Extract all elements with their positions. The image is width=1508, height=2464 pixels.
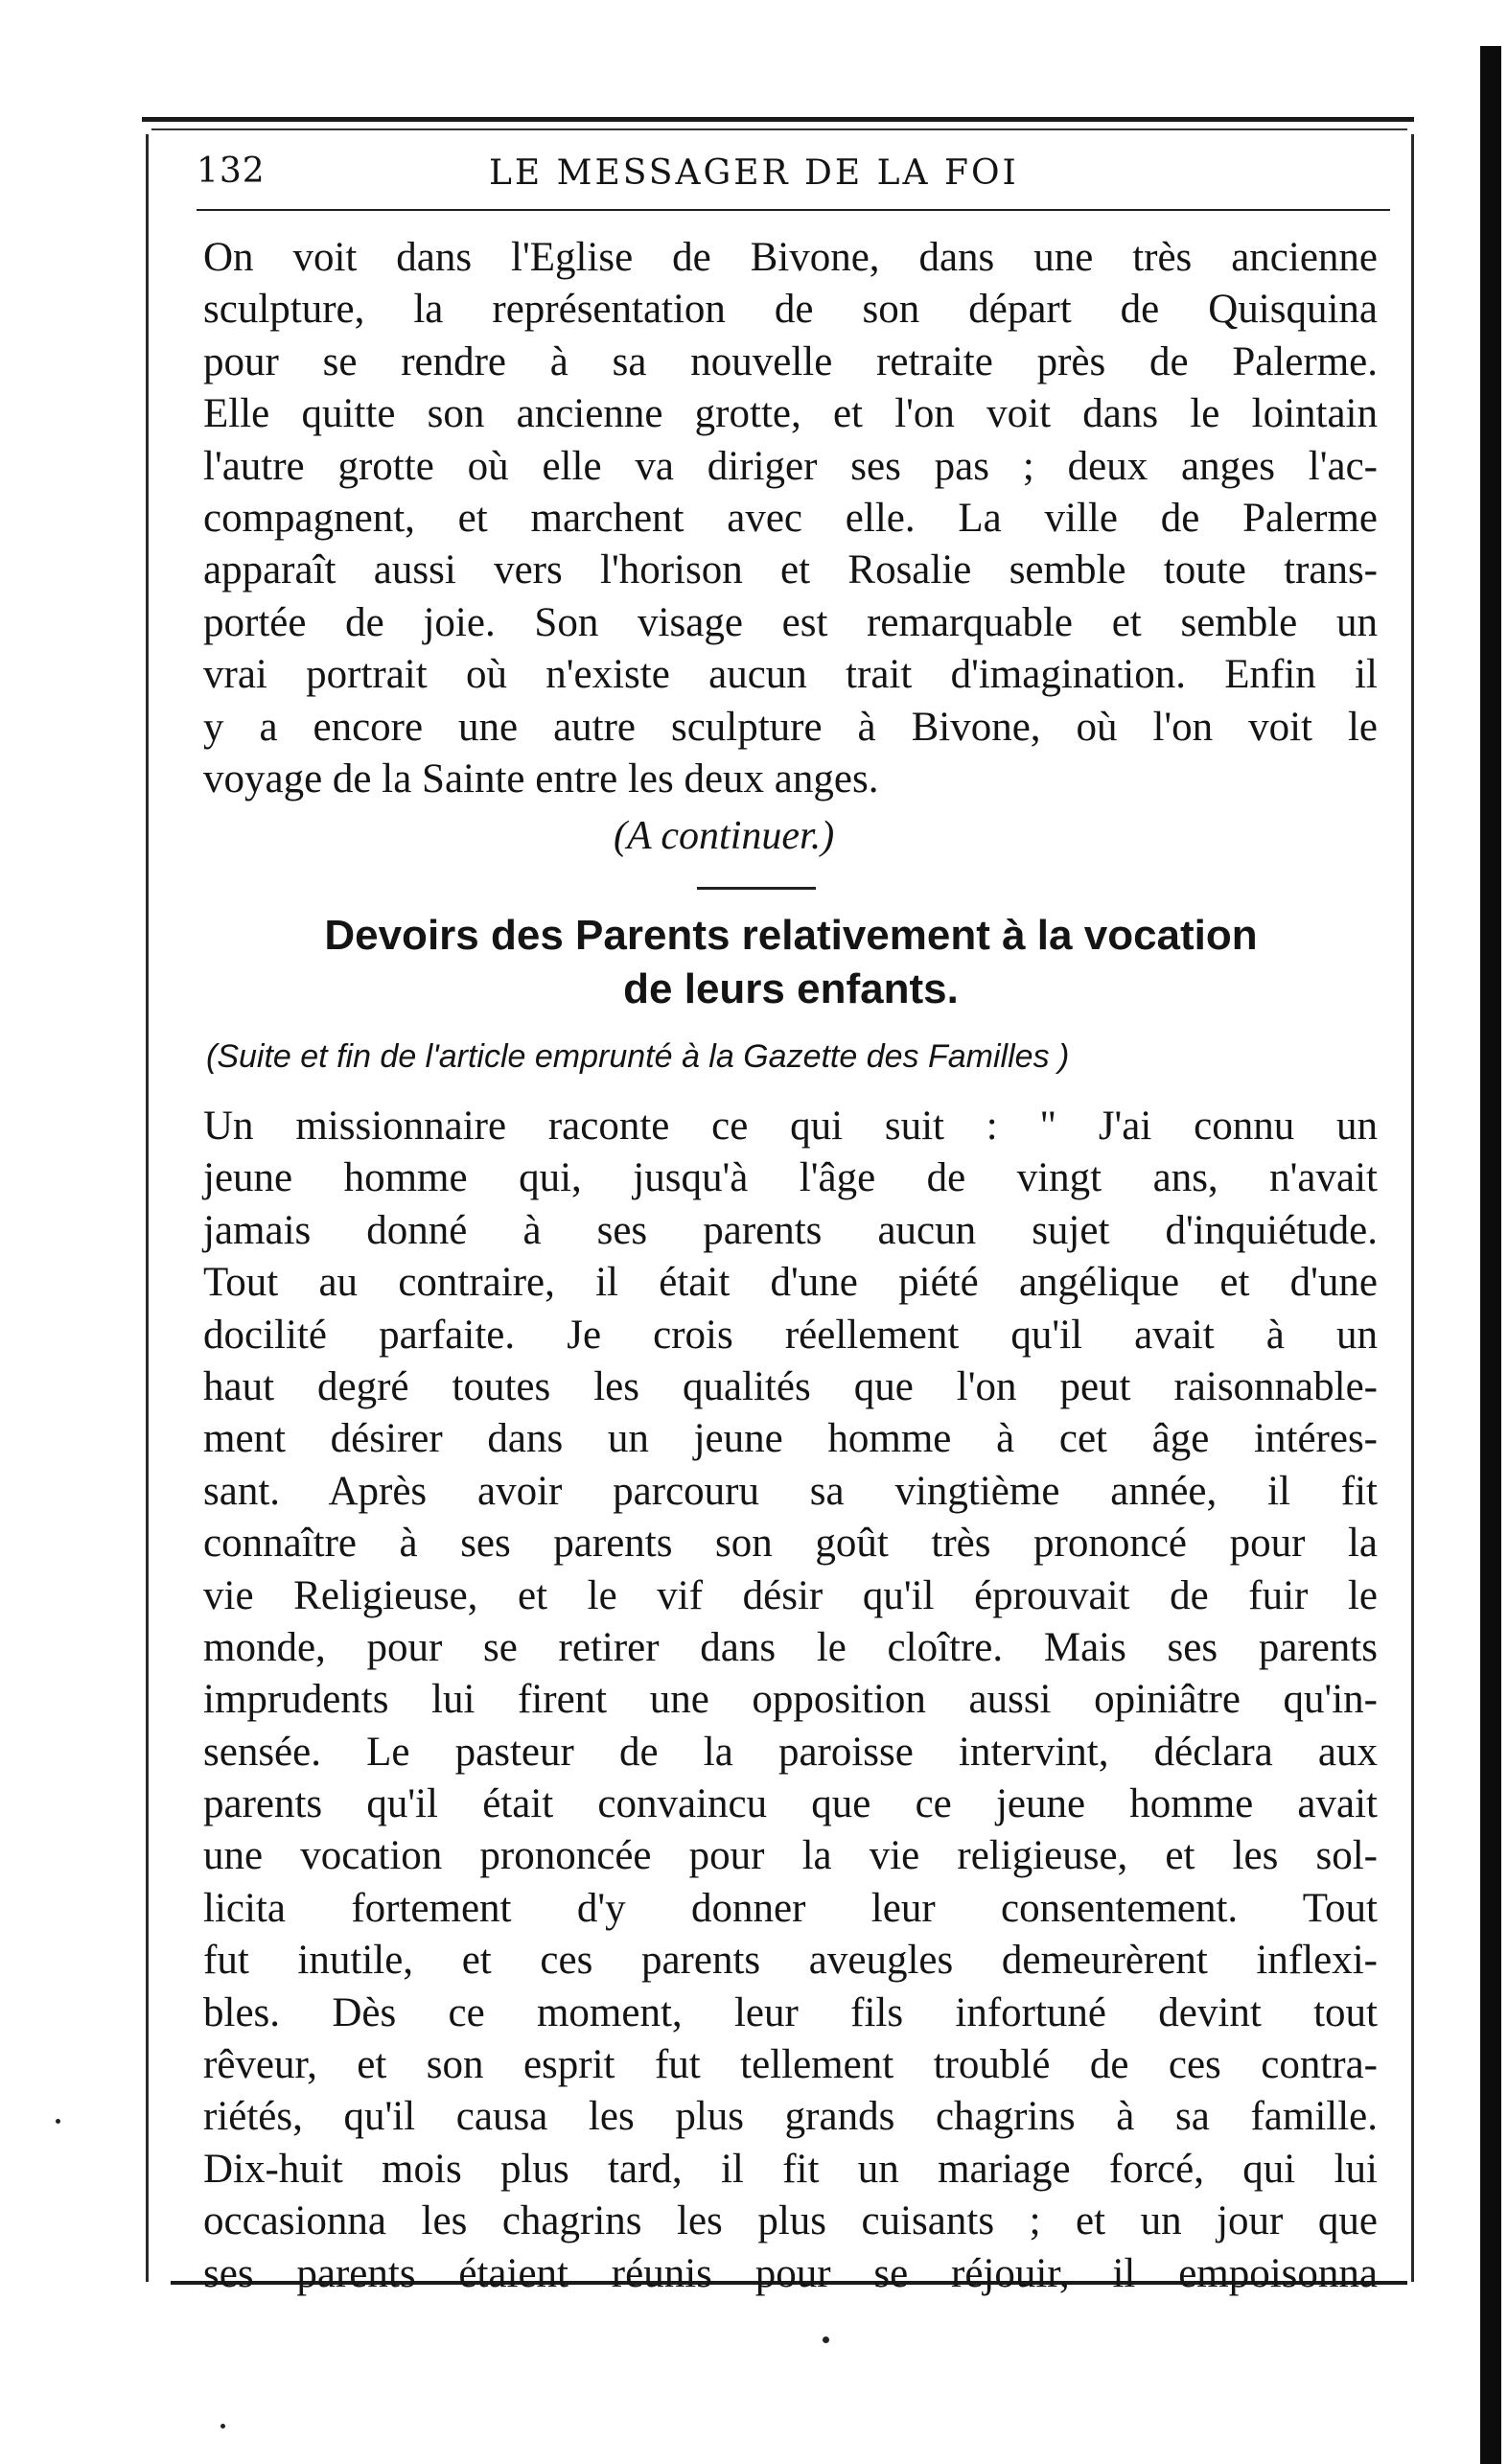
ink-speck <box>56 2119 60 2124</box>
text-line: apparaît aussi vers l'horison et Rosalie semble toute trans- <box>203 547 1378 593</box>
text-line: compagnent, et marchent avec elle. La ville de Palerme <box>203 495 1378 541</box>
text-line: bles. Dès ce moment, leur fils infortuné devint tout <box>203 1989 1378 2035</box>
text-line: Tout au contraire, il était d'une piété angélique et d'une <box>203 1260 1378 1306</box>
text-line: licita fortement d'y donner leur consentement. Tout <box>203 1885 1378 1931</box>
text-line: jamais donné à ses parents aucun sujet d'inquiétude. <box>203 1207 1378 1253</box>
left-frame-line <box>146 134 149 2282</box>
text-line: pour se rendre à sa nouvelle retraite près de Palerme. <box>203 338 1378 384</box>
text-line: l'autre grotte où elle va diriger ses pas ; deux anges l'ac- <box>203 443 1378 489</box>
page-header <box>197 151 1390 199</box>
text-line: une vocation prononcée pour la vie religieuse, et les sol- <box>203 1833 1378 1879</box>
book-spine-edge <box>1480 46 1501 2464</box>
text-line: ment désirer dans un jeune homme à cet âge intéres- <box>203 1416 1378 1462</box>
text-line: y a encore une autre sculpture à Bivone, où l'on voit le <box>203 704 1378 750</box>
source-note: (Suite et fin de l'article emprunté à la Gazette des Familles ) <box>206 1038 1070 1075</box>
text-line: docilité parfaite. Je crois réellement qu'il avait à un <box>203 1312 1378 1358</box>
paragraph-rosalie <box>203 232 1378 805</box>
ink-speck <box>823 2336 829 2343</box>
continuation-note: (A continuer.) <box>614 814 835 858</box>
text-line: sculpture, la représentation de son départ de Quisquina <box>203 287 1378 333</box>
text-line: vrai portrait où n'existe aucun trait d'imagination. Enfin il <box>203 652 1378 698</box>
top-border-rule <box>142 117 1414 122</box>
text-line: ses parents étaient réunis pour se réjouir, il empoisonna <box>203 2250 1378 2296</box>
text-line: jeune homme qui, jusqu'à l'âge de vingt ans, n'avait <box>203 1155 1378 1201</box>
text-line: On voit dans l'Eglise de Bivone, dans une très ancienne <box>203 235 1378 280</box>
text-line: vie Religieuse, et le vif désir qu'il éprouvait de fuir le <box>203 1572 1378 1618</box>
paragraph-missionary <box>203 1101 1378 2300</box>
top-border-thin-rule <box>151 128 1407 130</box>
text-line: haut degré toutes les qualités que l'on peut raisonnable- <box>203 1363 1378 1409</box>
text-line: parents qu'il était convaincu que ce jeune homme avait <box>203 1781 1378 1827</box>
text-line: monde, pour se retirer dans le cloître. Mais ses parents <box>203 1624 1378 1670</box>
text-line: imprudents lui firent une opposition aussi opiniâtre qu'in- <box>203 1677 1378 1723</box>
text-line: voyage de la Sainte entre les deux anges. <box>203 755 879 802</box>
text-line: Elle quitte son ancienne grotte, et l'on voit dans le lointain <box>203 391 1378 437</box>
text-line: sant. Après avoir parcouru sa vingtième année, il fit <box>203 1468 1378 1514</box>
text-line: sensée. Le pasteur de la paroisse intervint, déclara aux <box>203 1729 1378 1775</box>
ink-speck <box>220 2424 225 2429</box>
running-head: LE MESSAGER DE LA FOI <box>489 153 1019 193</box>
text-line: connaître à ses parents son goût très prononcé pour la <box>203 1521 1378 1567</box>
right-frame-line <box>1411 134 1414 2282</box>
article-title <box>192 909 1390 1016</box>
article-title-line: de leurs enfants. <box>623 965 959 1012</box>
text-line: riétés, qu'il causa les plus grands chagrins à sa famille. <box>203 2094 1378 2140</box>
page-number: 132 <box>197 151 266 191</box>
text-line: fut inutile, et ces parents aveugles demeurèrent inflexi- <box>203 1938 1378 1984</box>
text-line: occasionna les chagrins les plus cuisants ; et un jour que <box>203 2198 1378 2244</box>
text-line: portée de joie. Son visage est remarquable et semble un <box>203 599 1378 645</box>
article-title-line: Devoirs des Parents relativement à la vocation <box>324 912 1258 959</box>
text-line: Un missionnaire raconte ce qui suit : " J'ai connu un <box>203 1104 1378 1149</box>
text-line: Dix-huit mois plus tard, il fit un mariage forcé, qui lui <box>203 2146 1378 2192</box>
text-line: rêveur, et son esprit fut tellement troublé de ces contra- <box>203 2042 1378 2088</box>
header-rule <box>197 209 1390 211</box>
section-divider <box>697 887 816 890</box>
